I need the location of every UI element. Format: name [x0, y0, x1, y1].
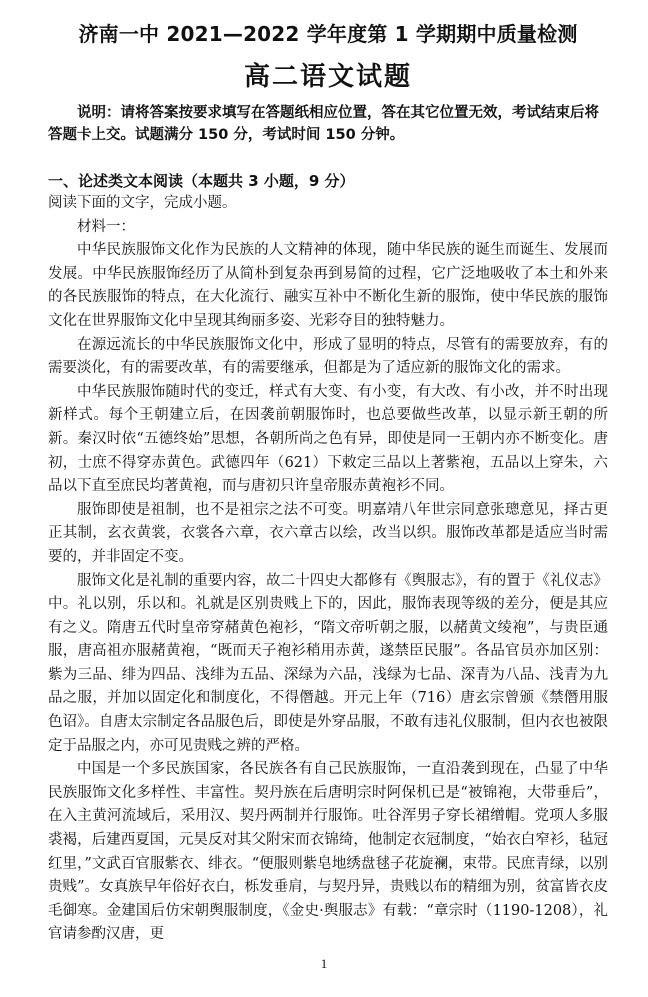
exam-subtitle: 高二语文试题 — [243, 62, 412, 92]
paragraph-1: 中华民族服饰文化作为民族的人文精神的体现，随中华民族的诞生而诞生、发展而发展。中华民族服饰经历了从简朴到复杂再到易简的过程，它广泛地吸收了本土和外来的各民族服饰的特点，在大化流行、融实互补中不断化生新的服饰，使中华民族的服饰文化在世界服饰文化中呈现其绚丽多姿、光彩夺目的独特魅力。 — [48, 242, 608, 329]
material-label: 材料一： — [77, 218, 135, 235]
paragraph-3: 中华民族服饰随时代的变迁，样式有大变、有小变，有大改、有小改，并不时出现新样式。每个王朝建立后，在因袭前朝服饰时，也总要做些改革，以显示新王朝的所新。秦汉时依“五德终始”思想，各朝所尚之色有异，即使是同一王朝内亦不断变化。唐初，士庶不得穿赤黄色。武德四年（621）下敕定三品以上著紫袍，五品以上穿朱，六品以下直至庶民均著黄袍，而与唐初只许皇帝服赤黄袍衫不同。 — [48, 383, 608, 495]
section-heading: 一、论述类文本阅读（本题共 3 小题，9 分） — [48, 172, 355, 190]
exam-title: 济南一中 2021—2022 学年度第 1 学期期中质量检测 — [78, 22, 578, 46]
page-number: 1 — [320, 956, 328, 971]
exam-instructions: 说明：请将答案按要求填写在答题纸相应位置，答在其它位置无效，考试结束后将答题卡上交。试题满分 150 分，考试时间 150 分钟。 — [48, 105, 599, 143]
section-directive: 阅读下面的文字，完成小题。 — [48, 195, 237, 211]
paragraph-6: 中国是一个多民族国家，各民族各有自己民族服饰，一直沿袭到现在，凸显了中华民族服饰文化多样性、丰富性。契丹族在后唐明宗时阿保机已是“被锦袍，大带垂后”，在入主黄河流域后，采用汉、契丹两制并行服饰。吐谷浑男子穿长裙缯帽。党项人多服裘褐，后建西夏国，元昊反对其父附宋而衣锦绮，他制定衣冠制度，“始衣白窄衫，毡冠红里，”文武百官服紫衣、绯衣。“便服则紫皂地绣盘毬子花旋襕，束带。民庶青绿，以别贵贱”。女真族早年俗好衣白，栎发垂肩，与契丹异，贵贱以布的精细为别，贫富皆衣皮毛御寒。金建国后仿宋朝舆服制度，《金史·舆服志》有载：“章宗时（1190-1208），礼官请参酌汉唐，更 — [48, 761, 608, 943]
paragraph-4: 服饰即使是祖制，也不是祖宗之法不可变。明嘉靖八年世宗同意张璁意见，择古更正其制，玄衣黄裳，衣裳各六章，衣六章古以绘，改当以织。服饰改革都是适应当时需要的，并非固定不变。 — [48, 501, 608, 565]
paragraph-5: 服饰文化是礼制的重要内容，故二十四史大都修有《舆服志》，有的置于《礼仪志》中。礼以别，乐以和。礼就是区别贵贱上下的，因此，服饰表现等级的差分，便是其应有之义。隋唐五代时皇帝穿赭黄色袍衫，“隋文帝听朝之服，以赭黄文绫袍”，与贵臣通服，唐高祖亦服赭黄袍，“既而天子袍衫稍用赤黄，遂禁臣民服”。各品官员亦加区别：紫为三品、绯为四品、浅绯为五品、深绿为六品，浅绿为七品、深青为八品、浅青为九品之服，并加以固定化和制度化，不得僭越。开元上年（716）唐玄宗曾颁《禁僭用服色诏》。自唐太宗制定各品服色后，即使是外穿品服，不敢有违礼仪服制，但内衣也被限定于品服之内，亦可见贵贱之辨的严格。 — [48, 572, 608, 754]
paragraph-2: 在源远流长的中华民族服饰文化中，形成了显明的特点，尽管有的需要放弃，有的需要淡化，有的需要改革，有的需要继承，但都是为了适应新的服饰文化的需求。 — [48, 336, 608, 377]
